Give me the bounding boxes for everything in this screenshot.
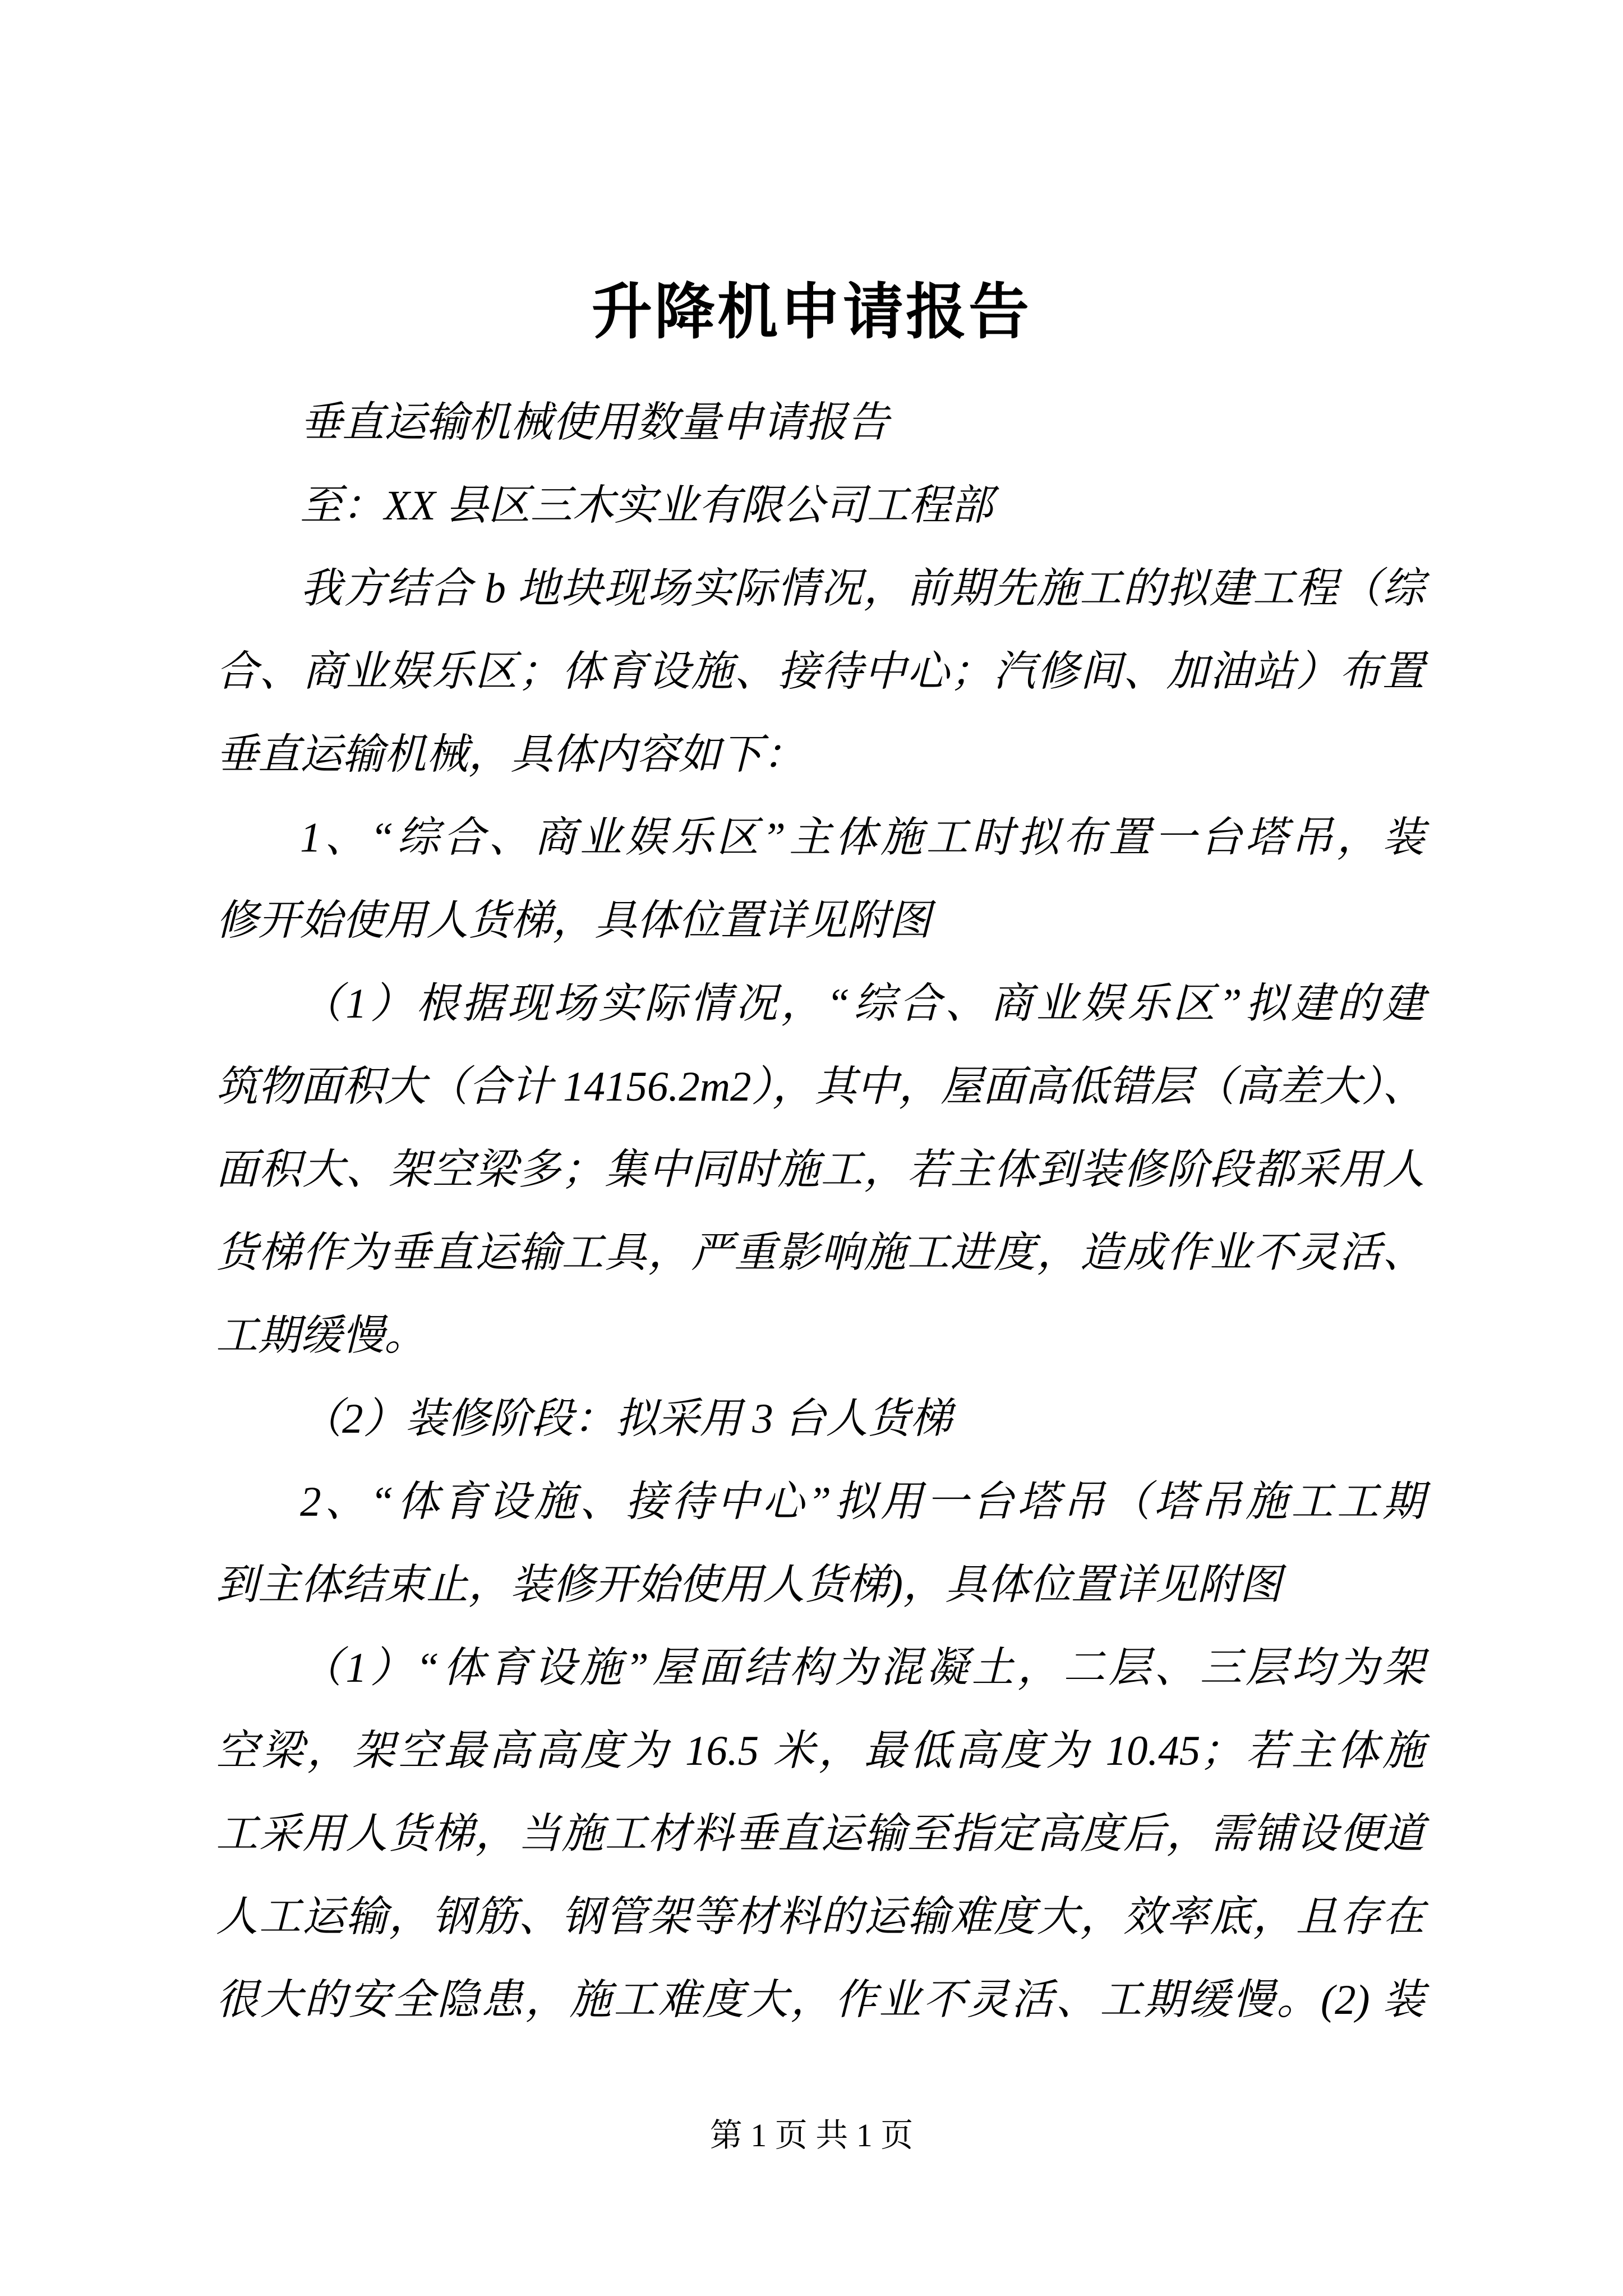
paragraph-line: 很大的安全隐患，施工难度大，作业不灵活、工期缓慢。(2) 装 xyxy=(216,1977,1424,2023)
paragraph-line: 工采用人货梯，当施工材料垂直运输至指定高度后，需铺设便道 xyxy=(216,1811,1424,1857)
paragraph-line: 面积大、架空梁多；集中同时施工，若主体到装修阶段都采用人 xyxy=(216,1147,1424,1193)
paragraph-line: 1、“综合、商业娱乐区”主体施工时拟布置一台塔吊，装 xyxy=(300,815,1424,861)
paragraph-line: 到主体结束止，装修开始使用人货梯)，具体位置详见附图 xyxy=(216,1562,1281,1608)
paragraph-line: 修开始使用人货梯，具体位置详见附图 xyxy=(216,898,932,944)
paragraph-line: 至：XX 县区三木实业有限公司工程部 xyxy=(300,482,993,529)
paragraph-line: （1）“体育设施”屋面结构为混凝土，二层、三层均为架 xyxy=(300,1645,1424,1691)
paragraph-line: 垂直运输机械使用数量申请报告 xyxy=(300,399,889,446)
paragraph-line: 货梯作为垂直运输工具，严重影响施工进度，造成作业不灵活、 xyxy=(216,1230,1424,1276)
document-body xyxy=(216,381,1424,2042)
paragraph-line: 我方结合 b 地块现场实际情况，前期先施工的拟建工程（综 xyxy=(300,565,1424,612)
paragraph-line: 空梁，架空最高高度为 16.5 米，最低高度为 10.45；若主体施 xyxy=(216,1728,1424,1774)
paragraph-line: 垂直运输机械，具体内容如下： xyxy=(216,731,805,778)
paragraph-line: 人工运输，钢筋、钢管架等材料的运输难度大，效率底，且存在 xyxy=(216,1894,1424,1940)
paragraph-line: 2、“体育设施、接待中心”拟用一台塔吊（塔吊施工工期 xyxy=(300,1479,1424,1525)
paragraph-line: （1）根据现场实际情况，“综合、商业娱乐区”拟建的建 xyxy=(300,981,1424,1027)
paragraph-line: 合、商业娱乐区；体育设施、接待中心；汽修间、加油站）布置 xyxy=(216,648,1424,695)
paragraph-line: 工期缓慢。 xyxy=(216,1313,427,1359)
page-footer: 第 1 页 共 1 页 xyxy=(709,2117,914,2154)
paragraph-line: 筑物面积大（合计 14156.2m2），其中，屋面高低错层（高差大）、 xyxy=(216,1064,1424,1110)
document-title: 升降机申请报告 xyxy=(591,279,1031,346)
paragraph-line: （2）装修阶段：拟采用 3 台人货梯 xyxy=(300,1396,952,1442)
